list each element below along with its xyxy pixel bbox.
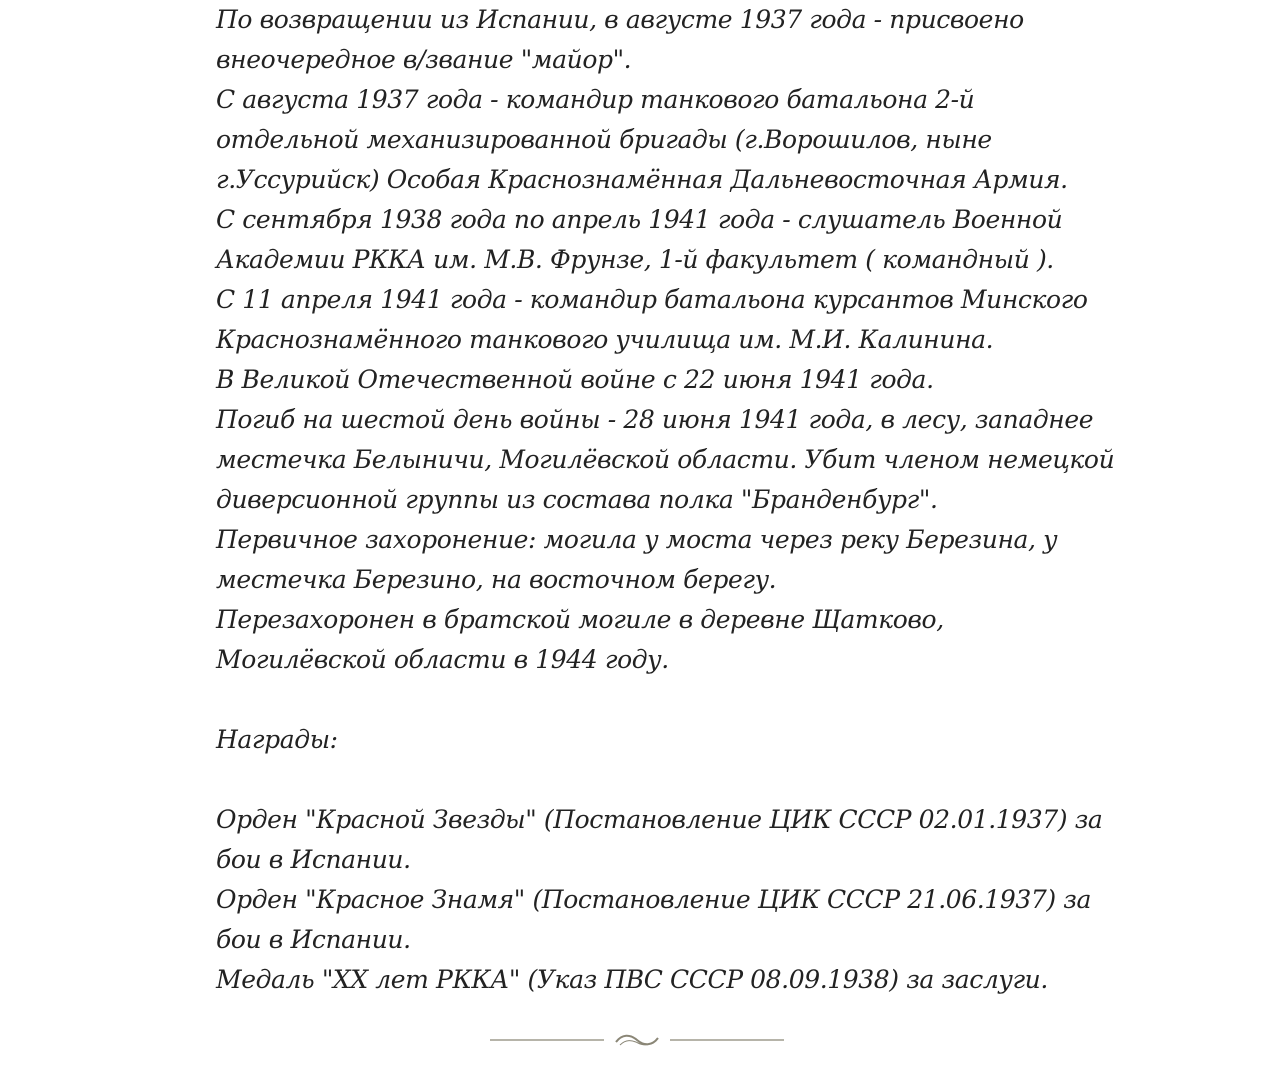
biography-line: Могилёвской области в 1944 году.: [216, 645, 669, 674]
awards-heading: Награды:: [216, 725, 338, 754]
biography-line: Погиб на шестой день войны - 28 июня 1941 года, в лесу, западнее: [216, 405, 1094, 434]
biography-line: отдельной механизированной бригады (г.Ворошилов, ныне: [216, 125, 992, 154]
spacer: [216, 760, 1076, 800]
flourish-divider-icon: [490, 1028, 784, 1052]
biography-line: В Великой Отечественной войне с 22 июня 1941 года.: [216, 365, 934, 394]
biography-line: С 11 апреля 1941 года - командир батальона курсантов Минского: [216, 285, 1088, 314]
awards-section: [216, 800, 1103, 1000]
biography-line: Первичное захоронение: могила у моста через реку Березина, у: [216, 525, 1058, 554]
biography-line: С сентября 1938 года по апрель 1941 года - слушатель Военной: [216, 205, 1063, 234]
biography-line: местечка Березино, на восточном берегу.: [216, 565, 777, 594]
biography-line: местечка Белыничи, Могилёвской области. Убит членом немецкой: [216, 445, 1115, 474]
biography-line: С августа 1937 года - командир танкового батальона 2-й: [216, 85, 975, 114]
article-body: [216, 0, 1115, 1000]
biography-line: диверсионной группы из состава полка "Бранденбург".: [216, 485, 938, 514]
award-line: Медаль "XX лет РККА" (Указ ПВС СССР 08.09.1938) за заслуги.: [216, 965, 1048, 994]
biography-line: Краснознамённого танкового училища им. М.И. Калинина.: [216, 325, 994, 354]
award-line: Орден "Красное Знамя" (Постановление ЦИК СССР 21.06.1937) за: [216, 885, 1091, 914]
biography-line: По возвращении из Испании, в августе 1937 года - присвоено: [216, 5, 1024, 34]
biography-line: Перезахоронен в братской могиле в деревне Щатково,: [216, 605, 944, 634]
biography-line: Академии РККА им. М.В. Фрунзе, 1-й факультет ( командный ).: [216, 245, 1054, 274]
spacer: [216, 680, 1076, 720]
award-line: Орден "Красной Звезды" (Постановление ЦИК СССР 02.01.1937) за: [216, 805, 1103, 834]
award-line: бои в Испании.: [216, 845, 411, 874]
biography-section: [216, 0, 1115, 680]
biography-line: внеочередное в/звание "майор".: [216, 45, 632, 74]
award-line: бои в Испании.: [216, 925, 411, 954]
biography-line: г.Уссурийск) Особая Краснознамённая Дальневосточная Армия.: [216, 165, 1068, 194]
